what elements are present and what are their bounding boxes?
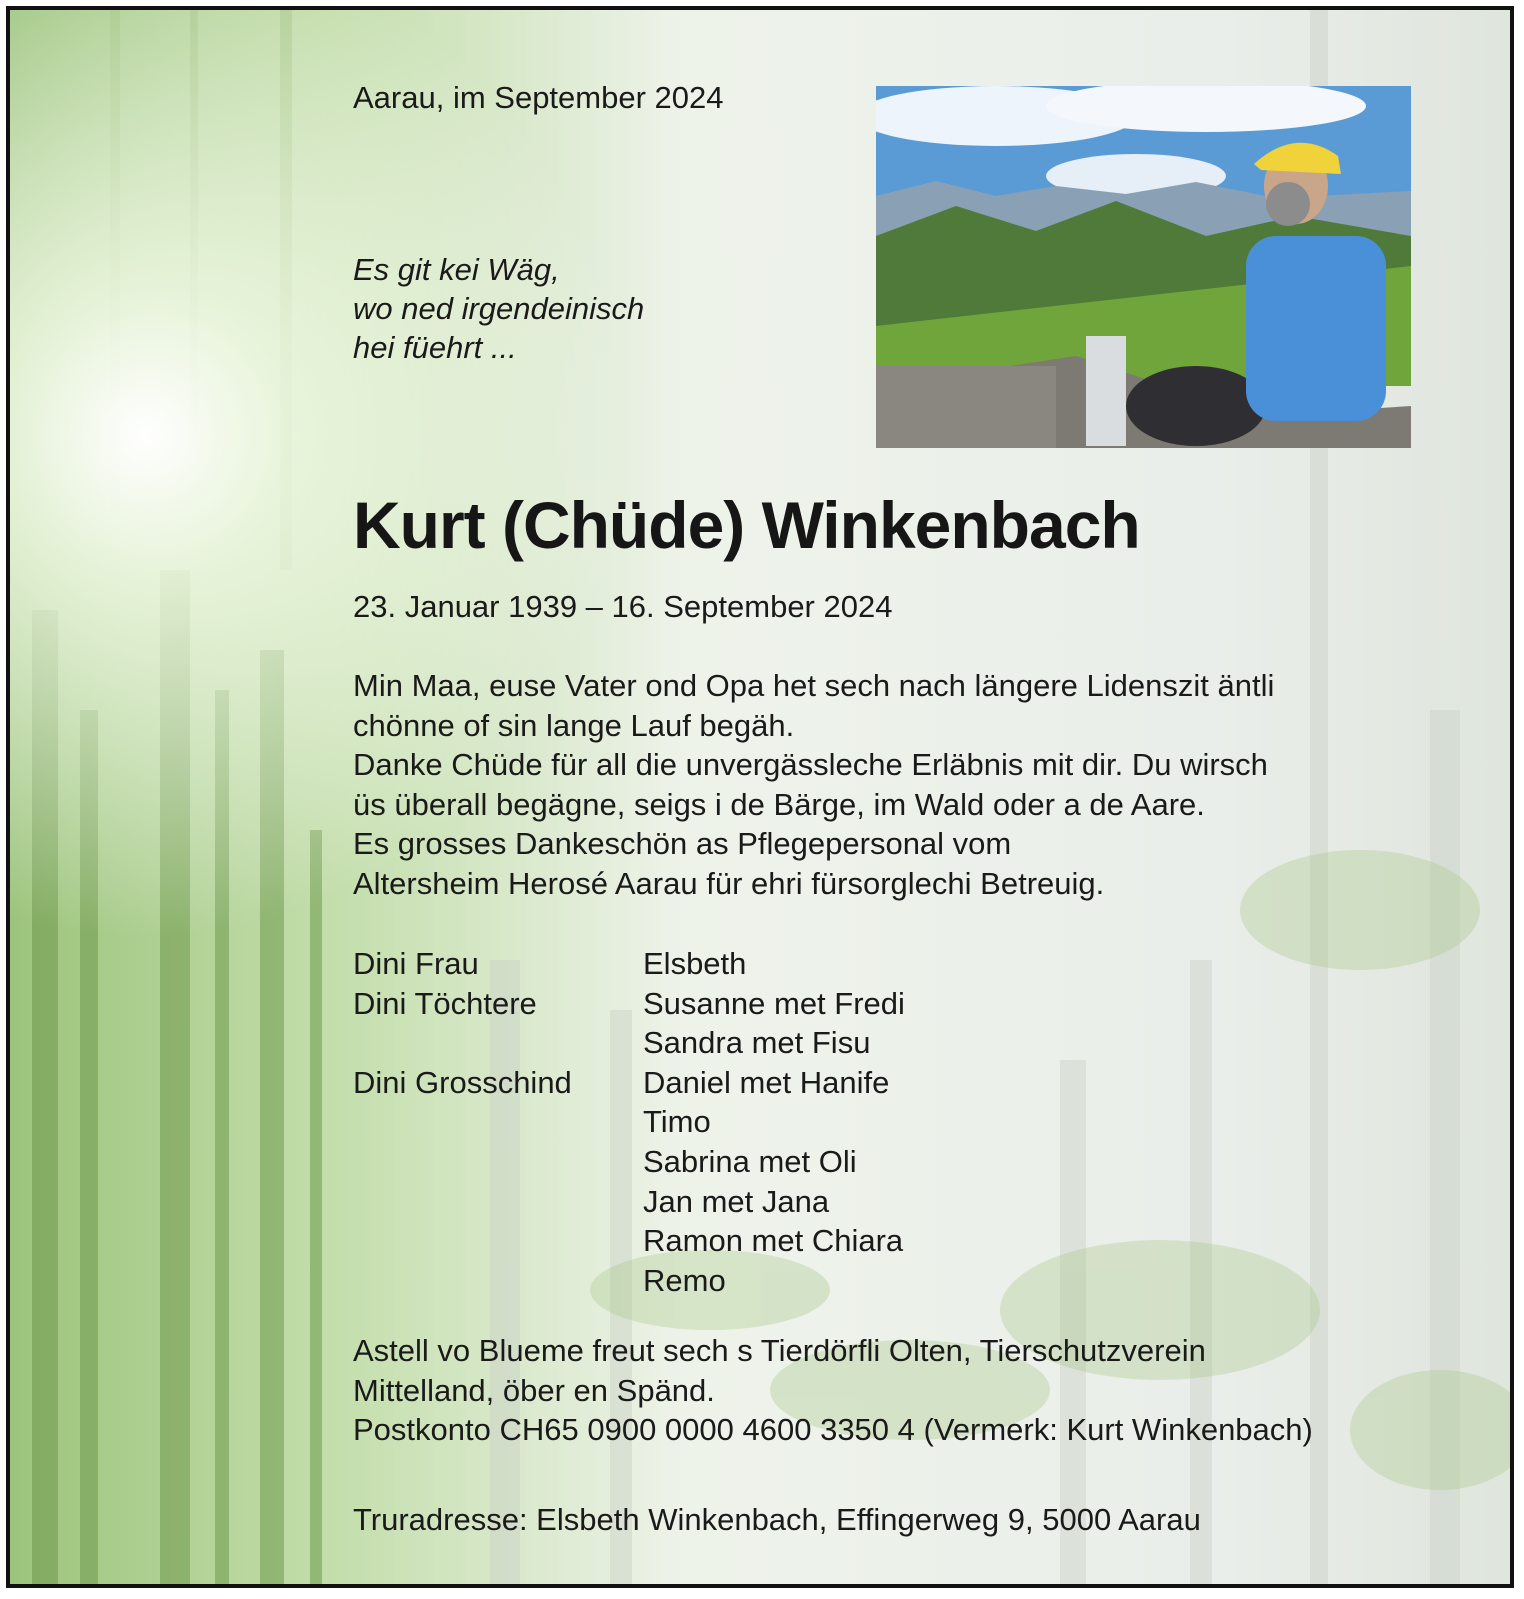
family-member: Sabrina met Oli xyxy=(643,1143,857,1179)
family-list xyxy=(353,944,905,1300)
family-row xyxy=(353,944,905,984)
family-row xyxy=(353,1102,905,1142)
donation-line: Astell vo Blueme freut sech s Tierdörfli Olten, Tierschutzverein xyxy=(353,1333,1206,1368)
family-member: Susanne met Fredi xyxy=(643,985,905,1021)
family-row xyxy=(353,1023,905,1063)
deceased-name: Kurt (Chüde) Winkenbach xyxy=(353,488,1140,562)
obituary-notice xyxy=(6,6,1514,1588)
message-line: Min Maa, euse Vater ond Opa het sech nach längere Lidenszit äntli xyxy=(353,668,1275,703)
message-line: Danke Chüde für all die unvergässleche Erläbnis mit dir. Du wirsch xyxy=(353,747,1268,782)
family-row xyxy=(353,984,905,1024)
donation-note xyxy=(353,1331,1313,1450)
family-member: Sandra met Fisu xyxy=(643,1025,871,1061)
family-role: Dini Grosschind xyxy=(353,1064,572,1100)
quote-line: hei füehrt ... xyxy=(353,330,517,365)
mourning-address: Truradresse: Elsbeth Winkenbach, Effingerweg 9, 5000 Aarau xyxy=(353,1502,1201,1537)
family-role: Dini Frau xyxy=(353,946,479,981)
family-role: Dini Töchtere xyxy=(353,985,537,1021)
portrait-photo xyxy=(876,86,1411,448)
family-member: Remo xyxy=(643,1262,726,1298)
quote xyxy=(353,250,644,367)
message-line: chönne of sin lange Lauf begäh. xyxy=(353,707,795,743)
message-line: Es grosses Dankeschön as Pflegepersonal vom xyxy=(353,826,1012,861)
quote-line: Es git kei Wäg, xyxy=(353,252,560,287)
donation-line: Mittelland, öber en Spänd. xyxy=(353,1372,715,1408)
donation-line: Postkonto CH65 0900 0000 4600 3350 4 (Vermerk: Kurt Winkenbach) xyxy=(353,1412,1313,1447)
place-date: Aarau, im September 2024 xyxy=(353,80,724,115)
family-member: Elsbeth xyxy=(643,946,747,981)
family-row xyxy=(353,1182,905,1222)
family-member: Daniel met Hanife xyxy=(643,1064,890,1100)
family-member: Ramon met Chiara xyxy=(643,1223,904,1259)
family-member: Jan met Jana xyxy=(643,1183,830,1219)
message xyxy=(353,666,1274,903)
family-row xyxy=(353,1221,905,1261)
family-row xyxy=(353,1261,905,1301)
message-line: Altersheim Herosé Aarau für ehri fürsorglechi Betreuig. xyxy=(353,865,1105,901)
family-row xyxy=(353,1063,905,1103)
message-line: üs überall begägne, seigs i de Bärge, im Wald oder a de Aare. xyxy=(353,786,1205,822)
family-row xyxy=(353,1142,905,1182)
life-dates: 23. Januar 1939 – 16. September 2024 xyxy=(353,589,893,624)
quote-line: wo ned irgendeinisch xyxy=(353,291,645,326)
family-member: Timo xyxy=(643,1104,711,1140)
